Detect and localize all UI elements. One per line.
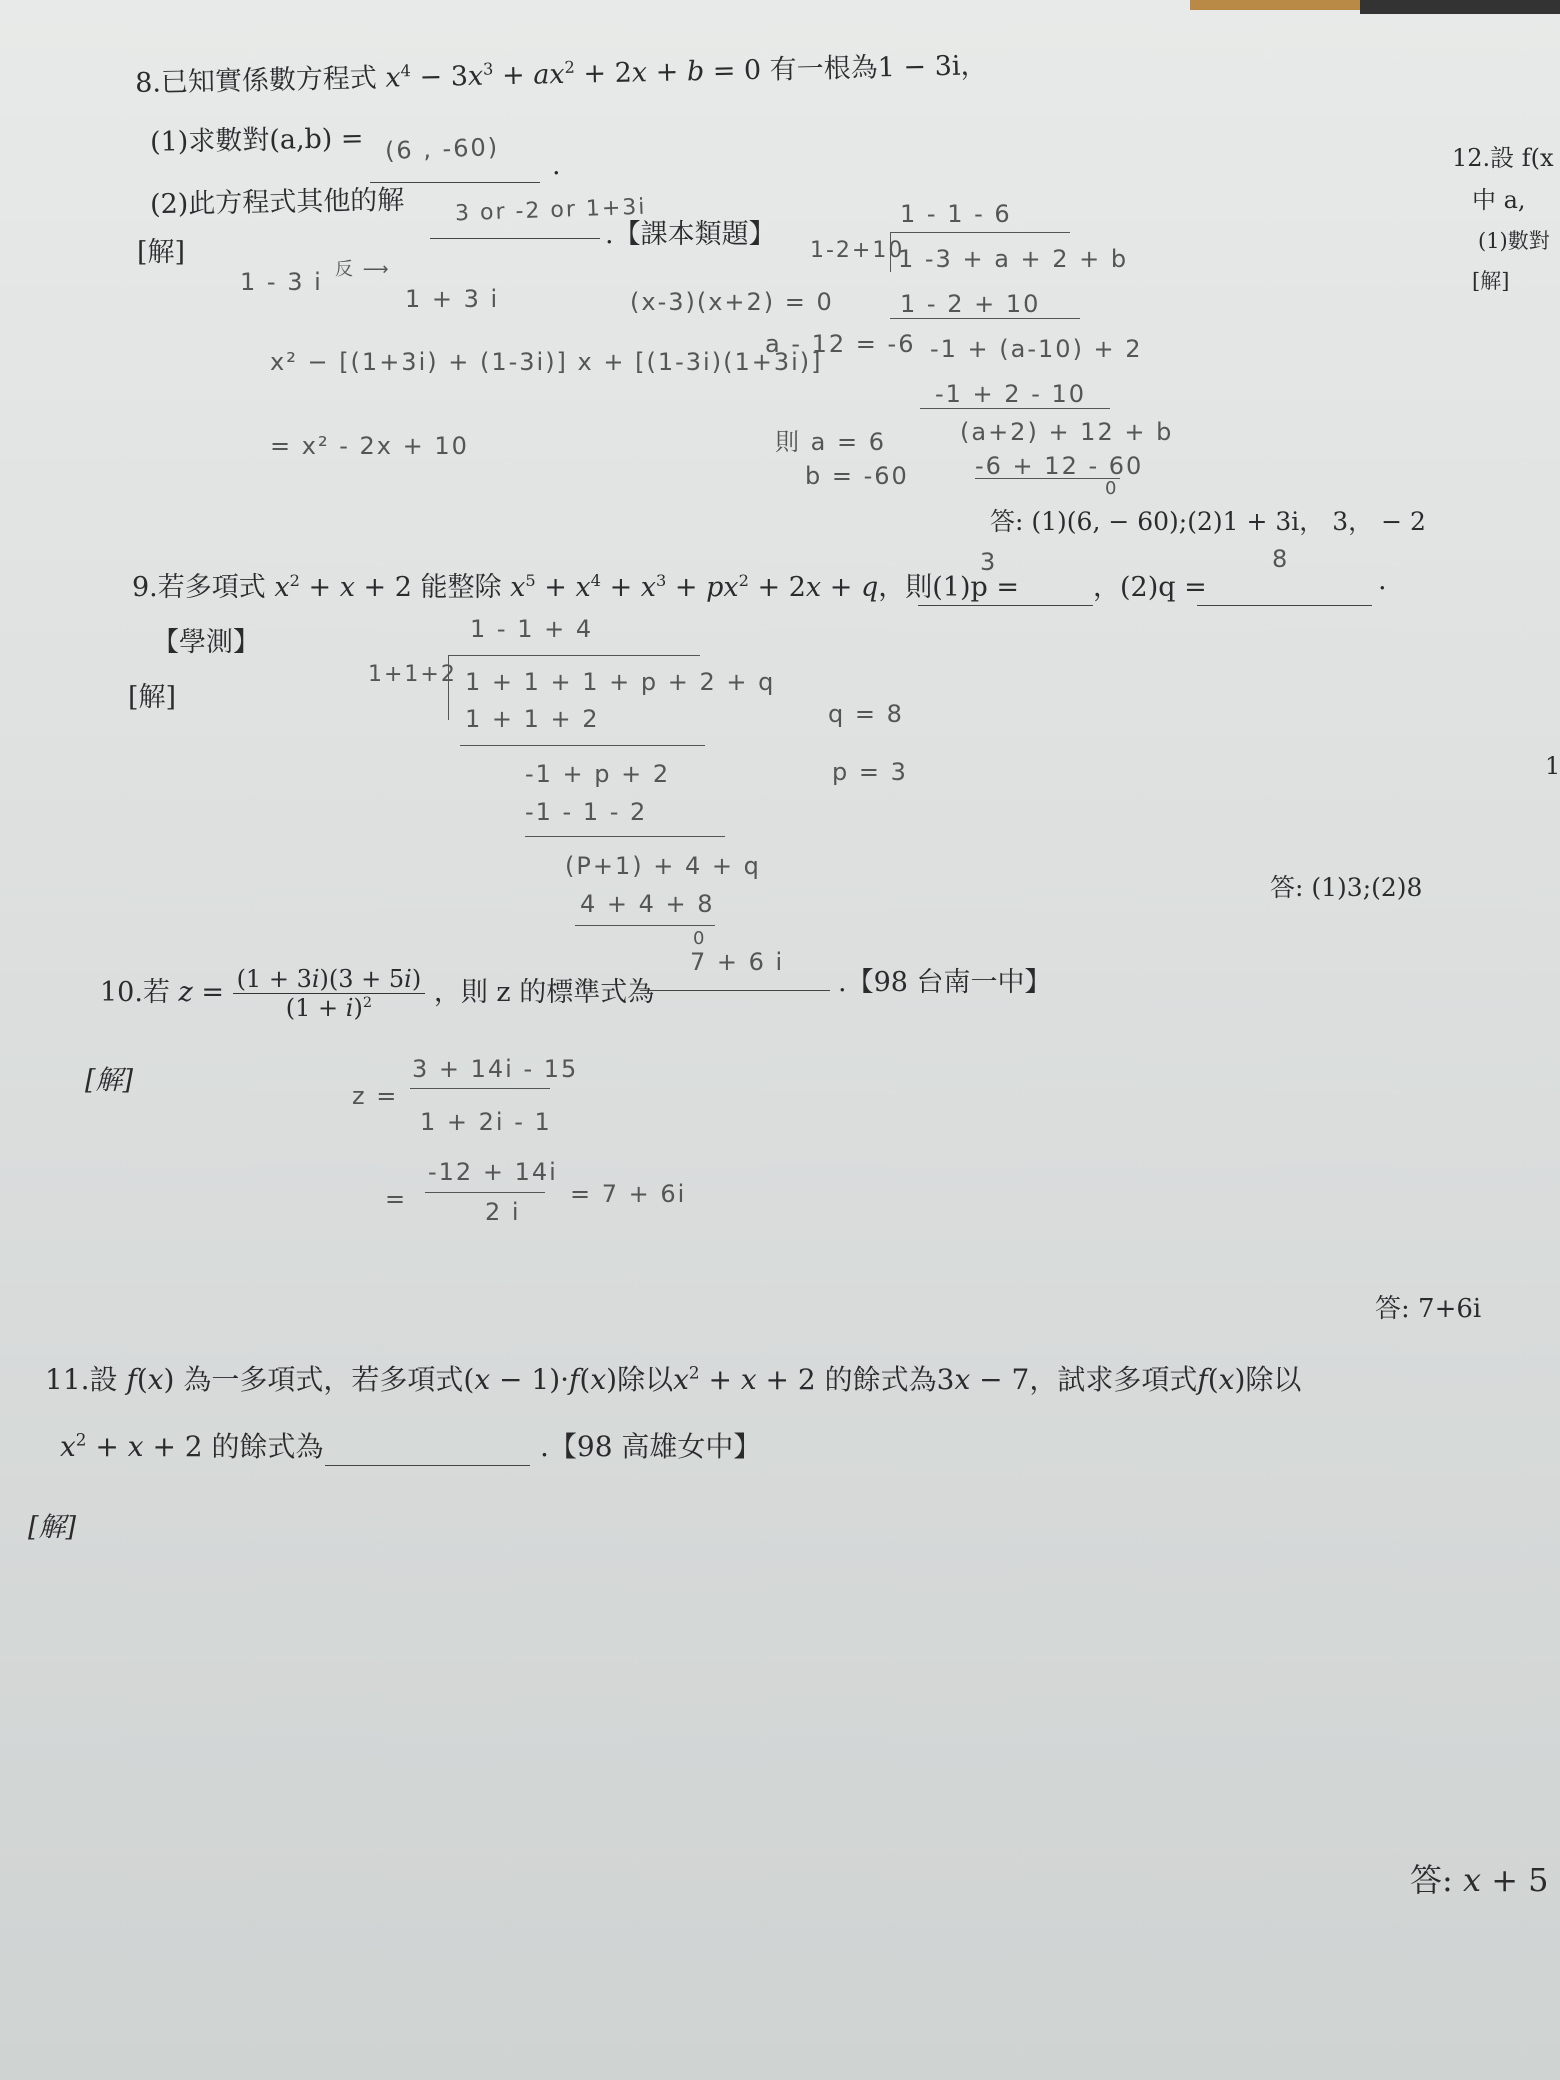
handwritten-answer: 8 (1272, 545, 1290, 573)
division-bar (920, 408, 1110, 409)
handwritten-answer: 3 (980, 548, 998, 576)
source-tag: .【98 高雄女中】 (540, 1430, 762, 1463)
answer-blank (1197, 605, 1372, 606)
handwriting: -1 - 1 - 2 (525, 798, 648, 826)
solution-label: [解] (28, 1512, 77, 1543)
handwriting: = 7 + 6i (570, 1180, 687, 1208)
answer-line: 答: (1)3;(2)8 (1270, 873, 1423, 902)
answer-line: 答: (1)(6, − 60);(2)1 + 3i， 3， − 2 (990, 507, 1426, 536)
clipped-text: 12.設 f(x (1452, 144, 1554, 172)
handwriting: 0 (1105, 478, 1119, 499)
handwriting: -6 + 12 - 60 (975, 452, 1144, 480)
problem-11-statement: 11.設 f(x) 為一多項式，若多項式(x − 1)·f(x)除以$x^2 + x + 2$ 的餘式為3x − 7，試求多項式f(x)除以 (45, 1362, 1302, 1396)
fraction-bar (425, 1192, 545, 1193)
division-bar (890, 318, 1080, 319)
division-bar (890, 232, 891, 272)
source-tag: .【98 台南一中】 (838, 967, 1052, 998)
problem-9-statement: 9.若多項式 $x^2 + x + 2$ 能整除 $x^5 + x^4 + x^3 + px^2 + 2x + q$，則(1)p = (132, 571, 1019, 603)
handwriting: q = 8 (828, 700, 904, 728)
handwritten-answer: (6 , -60) (384, 133, 500, 165)
division-bar (575, 925, 715, 926)
fraction-bar (410, 1088, 550, 1089)
handwritten-answer: 7 + 6 i (690, 948, 785, 976)
solution-label: [解] (85, 1065, 134, 1096)
handwriting: b = -60 (805, 462, 909, 490)
handwriting: 1 + 1 + 1 + p + 2 + q (465, 668, 776, 696)
clipped-text: (1)數對 (1478, 229, 1550, 253)
answer-blank (430, 238, 600, 239)
clipped-text: [解] (1472, 269, 1510, 293)
division-bar (525, 836, 725, 837)
handwriting: 1 -3 + a + 2 + b (898, 245, 1129, 273)
source-tag: 【學測】 (152, 627, 260, 658)
division-bar (448, 655, 449, 720)
handwritten-answer: 3 or -2 or 1+3i (454, 194, 647, 227)
handwriting: = x² - 2x + 10 (270, 432, 469, 460)
problem-9-part2: ，(2)q = (1093, 572, 1207, 603)
answer-blank (325, 1465, 530, 1466)
problem-11-statement-2: $x^2 + x + 2$ 的餘式為 (60, 1429, 324, 1463)
problem-8-part2: (2)此方程式其他的解 (149, 184, 405, 221)
handwriting: 1 + 1 + 2 (465, 705, 600, 733)
handwriting: 2 i (485, 1198, 521, 1226)
handwriting: -1 + (a-10) + 2 (930, 335, 1143, 363)
division-bar (460, 745, 705, 746)
answer-blank (640, 990, 830, 991)
handwriting: 1 - 3 i (240, 268, 323, 296)
division-bar (975, 478, 1120, 479)
handwriting: -1 + p + 2 (525, 760, 671, 788)
handwriting: 1 - 2 + 10 (900, 290, 1041, 318)
handwriting: 1+1+2 (368, 662, 457, 687)
handwriting: 1 - 1 + 4 (470, 615, 594, 643)
solution-label: [解] (128, 682, 177, 713)
background-object (1190, 0, 1360, 10)
source-tag: .【課本類題】 (605, 219, 776, 250)
answer-blank (918, 605, 1093, 606)
problem-8-statement: 8.已知實係數方程式 $x^4 - 3x^3 + ax^2 + 2x + b = 0$ 有一根為1 − 3i， (134, 50, 988, 99)
handwriting: 4 + 4 + 8 (580, 890, 715, 918)
clipped-text: 1 (1545, 752, 1560, 780)
division-bar (448, 655, 700, 656)
background-object (1360, 0, 1560, 14)
handwriting: 1-2+10 (810, 238, 905, 263)
handwriting: 0 (693, 928, 707, 949)
handwriting: -12 + 14i (428, 1158, 558, 1186)
handwriting: a - 12 = -6 (765, 330, 916, 358)
punctuation: . (1378, 565, 1387, 596)
handwriting: 3 + 14i - 15 (412, 1055, 579, 1083)
problem-10-statement: 10.若 z = $\frac{(1 + 3i)(3 + 5i)}{(1 + i)^2}$ ，則 z 的標準式為 (100, 965, 655, 1022)
handwriting: (P+1) + 4 + q (565, 852, 761, 880)
answer-line: 答: x + 5 (1410, 1861, 1549, 1899)
handwriting: (x-3)(x+2) = 0 (630, 288, 834, 316)
division-bar (890, 232, 1070, 233)
handwriting: 1 + 3 i (405, 285, 500, 313)
handwriting: z = (352, 1082, 399, 1110)
clipped-text: 中 a, (1472, 186, 1526, 214)
handwriting: 1 + 2i - 1 (420, 1108, 552, 1136)
handwriting: -1 + 2 - 10 (935, 380, 1087, 408)
problem-8-part1: (1)求數對(a,b) = (149, 123, 364, 158)
handwriting: 1 - 1 - 6 (900, 200, 1012, 228)
handwriting: 反 ⟶ (335, 259, 391, 280)
handwriting: = (385, 1185, 408, 1213)
handwriting: (a+2) + 12 + b (960, 418, 1174, 446)
handwriting: 則 a = 6 (775, 428, 886, 456)
answer-line: 答: 7+6i (1375, 1294, 1482, 1324)
punctuation: . (552, 150, 561, 181)
handwriting: x² − [(1+3i) + (1-3i)] x + [(1-3i)(1+3i)] (270, 348, 823, 376)
solution-label: [解] (137, 237, 186, 268)
handwriting: p = 3 (832, 758, 908, 786)
